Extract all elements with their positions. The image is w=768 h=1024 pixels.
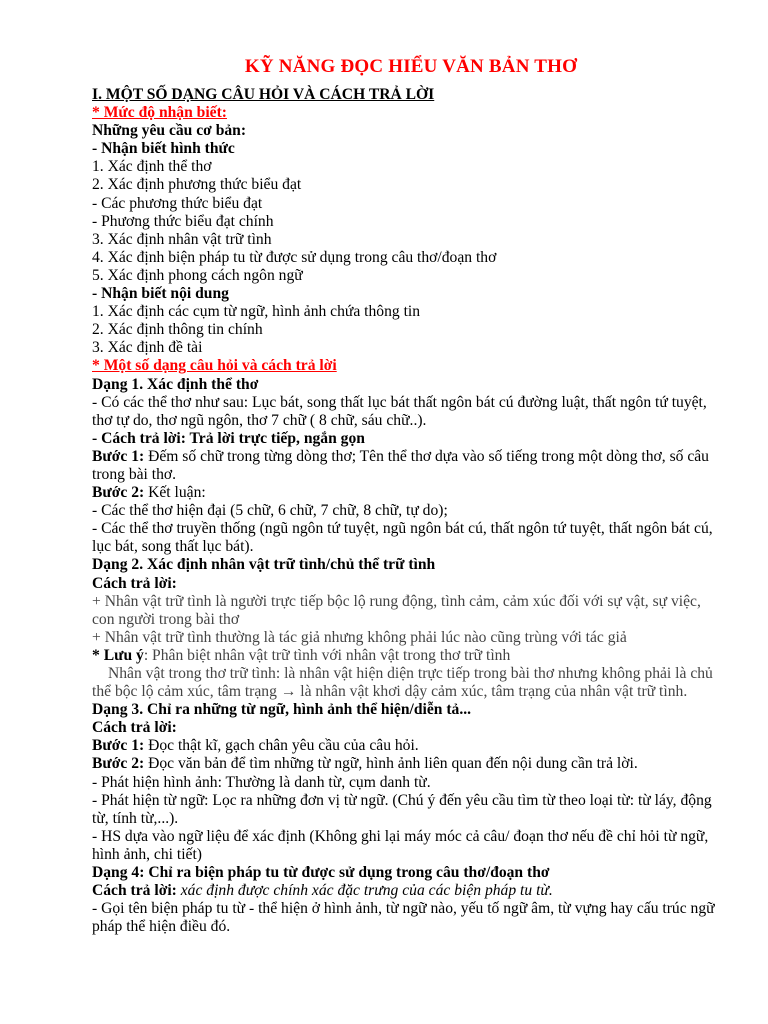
text-span: - Nhận biết hình thức <box>92 140 235 158</box>
text-span: + Nhân vật trữ tình thường là tác giả nhưng không phải lúc nào cũng trùng với tác giả <box>92 628 627 646</box>
text-span: 2. Xác định phương thức biểu đạt <box>92 176 302 194</box>
text-span: Dạng 1. Xác định thể thơ <box>92 375 259 393</box>
text-line <box>92 231 722 249</box>
text-span: Đếm số chữ trong từng dòng thơ; Tên thể thơ dựa vào số tiếng trong một dòng thơ, số câu trong bài thơ. <box>92 447 709 483</box>
text-span: Bước 1: <box>92 737 145 755</box>
text-span: - Phát hiện hình ảnh: Thường là danh từ, cụm danh từ. <box>92 773 431 791</box>
text-line <box>92 575 722 593</box>
text-line <box>92 701 722 719</box>
text-span: * Lưu ý <box>92 646 144 664</box>
text-span: Kết luận: <box>144 484 206 502</box>
text-span: - Cách trả lời: Trả lời trực tiếp, ngắn gọn <box>92 429 365 447</box>
text-line <box>92 357 722 375</box>
text-span: Bước 2: <box>92 755 145 773</box>
text-span: - HS dựa vào ngữ liệu để xác định (Không ghi lại máy móc cả câu/ đoạn thơ nếu đề chỉ hỏi từ ngữ, hình ảnh, chi tiết) <box>92 827 709 863</box>
text-span: Bước 2: <box>92 484 145 502</box>
text-line <box>92 321 722 339</box>
text-line <box>92 195 722 213</box>
text-line <box>92 303 722 321</box>
text-span: - Các thể thơ hiện đại (5 chữ, 6 chữ, 7 chữ, 8 chữ, tự do); <box>92 502 448 520</box>
text-line <box>92 864 722 882</box>
text-span: - Gọi tên biện pháp tu từ - thể hiện ở hình ảnh, từ ngữ nào, yếu tố ngữ âm, từ vựng hay cấu trúc ngữ pháp thể hiện điều đó. <box>92 900 715 936</box>
text-line <box>92 430 722 448</box>
text-line <box>92 213 722 231</box>
text-span: * Một số dạng câu hỏi và cách trả lời <box>92 357 337 375</box>
text-line <box>92 376 722 394</box>
text-span: Dạng 2. Xác định nhân vật trữ tình/chủ thể trữ tình <box>92 556 436 574</box>
text-line <box>92 394 722 430</box>
text-line <box>92 502 722 520</box>
text-line <box>92 792 722 828</box>
text-span: + Nhân vật trữ tình là người trực tiếp bộc lộ rung động, tình cảm, cảm xúc đối với sự vật, sự việc, con người trong bài thơ <box>92 592 701 628</box>
text-line <box>92 339 722 357</box>
text-line <box>92 647 722 665</box>
text-span: - Có các thể thơ như sau: Lục bát, song thất lục bát thất ngôn bát cú đường luật, thất ngôn tứ tuyệt, thơ tự do, thơ ngũ ngôn, thơ 7 chữ ( 8 chữ, sáu chữ..). <box>92 393 707 429</box>
text-span: : Phân biệt nhân vật trữ tình với nhân vật trong thơ trữ tình <box>143 646 511 664</box>
text-line <box>92 158 722 176</box>
text-span: Bước 1: <box>92 447 145 465</box>
text-line <box>92 755 722 773</box>
text-span: - Phát hiện từ ngữ: Lọc ra những đơn vị từ ngữ. (Chú ý đến yêu cầu tìm từ theo loại từ: từ láy, động từ, tính từ,...). <box>92 791 712 827</box>
text-span: 2. Xác định thông tin chính <box>92 321 263 339</box>
text-line <box>92 285 722 303</box>
text-span: Dạng 3. Chỉ ra những từ ngữ, hình ảnh thể hiện/diễn tả... <box>92 701 472 719</box>
text-line <box>92 86 722 104</box>
text-span: Đọc thật kĩ, gạch chân yêu cầu của câu hỏi. <box>144 737 419 755</box>
text-span: I. MỘT SỐ DẠNG CÂU HỎI VÀ CÁCH TRẢ LỜI <box>92 86 435 103</box>
text-line <box>92 520 722 556</box>
text-span: - Các phương thức biểu đạt <box>92 194 263 212</box>
text-span: 3. Xác định nhân vật trữ tình <box>92 230 272 248</box>
text-line <box>92 629 722 647</box>
text-span: Cách trả lời: <box>92 882 177 900</box>
text-line <box>92 556 722 574</box>
text-span: 4. Xác định biện pháp tu từ được sử dụng trong câu thơ/đoạn thơ <box>92 248 497 266</box>
text-span: Cách trả lời: <box>92 719 177 737</box>
text-span: 5. Xác định phong cách ngôn ngữ <box>92 266 303 284</box>
document-title: KỸ NĂNG ĐỌC HIỂU VĂN BẢN THƠ <box>244 56 578 77</box>
text-line <box>92 448 722 484</box>
text-span: - Nhận biết nội dung <box>92 285 229 303</box>
text-line <box>92 828 722 864</box>
text-line <box>92 140 722 158</box>
text-line <box>92 882 722 900</box>
text-line <box>92 104 722 122</box>
text-line <box>92 900 722 936</box>
text-span: xác định được chính xác đặc trưng của các biện pháp tu từ. <box>176 882 553 900</box>
text-span: 3. Xác định đề tài <box>92 339 203 357</box>
document-body <box>92 86 722 936</box>
text-line <box>92 719 722 737</box>
text-line <box>92 176 722 194</box>
text-span: Cách trả lời: <box>92 574 177 592</box>
text-span: 1. Xác định các cụm từ ngữ, hình ảnh chứa thông tin <box>92 303 421 321</box>
text-span: Nhân vật trong thơ trữ tình: là nhân vật hiện diện trực tiếp trong bài thơ nhưng không phải là chủ thể bộc lộ cảm xúc, tâm trạng → là nhân vật khơi dậy cảm xúc, tâm trạng của nhân vật trữ tình. <box>92 665 713 701</box>
text-line <box>92 249 722 267</box>
text-span: Đọc văn bản để tìm những từ ngữ, hình ảnh liên quan đến nội dung cần trả lời. <box>144 755 638 773</box>
text-line <box>92 267 722 285</box>
text-line <box>92 665 722 701</box>
text-line <box>92 737 722 755</box>
text-line <box>92 484 722 502</box>
text-span: Dạng 4: Chỉ ra biện pháp tu từ được sử dụng trong câu thơ/đoạn thơ <box>92 864 550 882</box>
text-line <box>92 774 722 792</box>
text-line <box>92 593 722 629</box>
text-span: - Các thể thơ truyền thống (ngũ ngôn tứ tuyệt, ngũ ngôn bát cú, thất ngôn tứ tuyệt, thất ngôn bát cú, lục bát, song thất lục bát). <box>92 520 713 556</box>
text-line <box>92 122 722 140</box>
text-span: Những yêu cầu cơ bản: <box>92 122 247 140</box>
text-span: - Phương thức biểu đạt chính <box>92 212 274 230</box>
text-span: 1. Xác định thể thơ <box>92 158 212 176</box>
text-span: * Mức độ nhận biết: <box>92 104 227 122</box>
